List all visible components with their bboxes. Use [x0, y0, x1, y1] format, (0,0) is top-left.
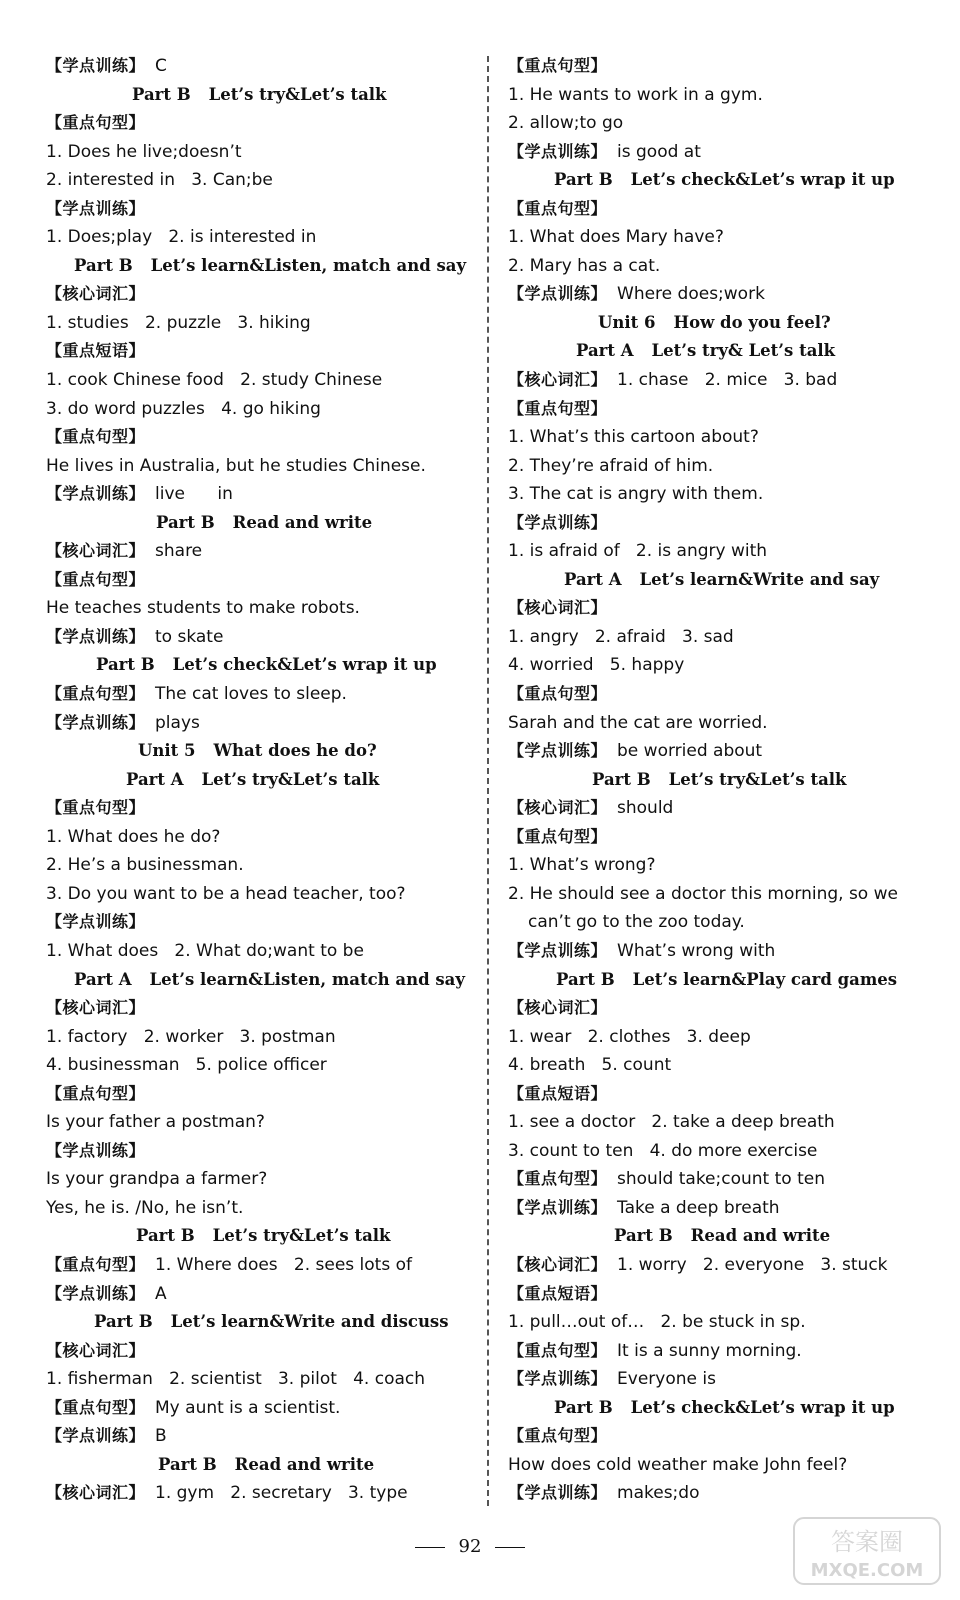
- answer-line: [508, 651, 918, 680]
- section-label: 【重点短语】: [46, 341, 146, 361]
- labeled-answer-line: [46, 423, 466, 452]
- answer-line: [46, 1194, 466, 1223]
- section-title: Let’s learn&Play card games: [632, 969, 898, 989]
- answer-text: 2. Mary has a cat.: [508, 255, 661, 276]
- section-heading: [508, 337, 918, 366]
- answer-text: 2. He should see a doctor this morning, so we: [508, 883, 898, 904]
- answer-text: Sarah and the cat are worried.: [508, 712, 768, 733]
- section-label: 【重点短语】: [508, 1283, 608, 1303]
- answer-line: [46, 366, 466, 395]
- labeled-answer-line: [46, 709, 466, 738]
- section-heading: [46, 252, 466, 281]
- labeled-answer-line: [508, 1280, 918, 1309]
- section-heading: [508, 309, 918, 338]
- answer-text: 1. What does 2. What do;want to be: [46, 940, 364, 961]
- answer-line: [46, 138, 466, 167]
- section-part: Part B: [556, 969, 615, 989]
- section-part: Part B: [614, 1226, 673, 1246]
- answer-text: Yes, he is. /No, he isn’t.: [46, 1197, 244, 1218]
- section-heading: [46, 1308, 466, 1337]
- answer-text: live in: [155, 484, 233, 505]
- answer-line: [46, 1108, 466, 1137]
- answer-line: [508, 1308, 918, 1337]
- labeled-answer-line: [508, 280, 918, 309]
- answer-text: 1. What’s wrong?: [508, 855, 656, 876]
- section-label: 【学点训练】: [508, 741, 608, 761]
- section-part: Part A: [74, 969, 132, 989]
- section-label: 【学点训练】: [46, 56, 146, 75]
- labeled-answer-line: [508, 1251, 918, 1280]
- section-label: 【学点训练】: [46, 1283, 146, 1303]
- answer-text: 1. worry 2. everyone 3. stuck: [617, 1254, 888, 1275]
- section-title: Let’s try&Let’s talk: [668, 769, 847, 789]
- answer-text: 1. studies 2. puzzle 3. hiking: [46, 312, 311, 333]
- answer-text: 1. angry 2. afraid 3. sad: [508, 626, 734, 647]
- section-part: Unit 5: [138, 741, 196, 761]
- answer-text: A: [155, 1283, 167, 1304]
- answer-line: [46, 594, 466, 623]
- answer-text: 4. businessman 5. police officer: [46, 1055, 327, 1076]
- labeled-answer-line: [508, 737, 918, 766]
- section-title: Let’s check&Let’s wrap it up: [630, 1397, 895, 1417]
- labeled-answer-line: [508, 1165, 918, 1194]
- labeled-answer-line: [46, 1337, 466, 1366]
- section-label: 【学点训练】: [508, 1483, 608, 1503]
- answer-text: C: [155, 56, 167, 76]
- section-label: 【核心词汇】: [508, 1254, 608, 1274]
- answer-text: 1. Where does 2. sees lots of: [155, 1254, 412, 1275]
- answer-line: [508, 1108, 918, 1137]
- section-label: 【学点训练】: [508, 1197, 608, 1217]
- answer-text: 3. Do you want to be a head teacher, too?: [46, 883, 406, 904]
- section-heading: [508, 166, 918, 195]
- labeled-answer-line: [46, 794, 466, 823]
- answer-text: 1. cook Chinese food 2. study Chinese: [46, 370, 383, 391]
- answer-text: 1. gym 2. secretary 3. type: [155, 1483, 408, 1504]
- answer-text: 1. What does Mary have?: [508, 227, 724, 248]
- labeled-answer-line: [508, 1337, 918, 1366]
- labeled-answer-line: [508, 138, 918, 167]
- answer-text: 1. He wants to work in a gym.: [508, 84, 763, 105]
- answer-line: [508, 1451, 918, 1480]
- answer-line: [46, 166, 466, 195]
- watermark-line1: 答案圈: [831, 1528, 903, 1556]
- answer-line: [508, 1023, 918, 1052]
- answer-text: should: [617, 798, 674, 819]
- answer-text: Is your grandpa a farmer?: [46, 1169, 268, 1190]
- section-label: 【核心词汇】: [508, 598, 608, 618]
- section-part: Unit 6: [598, 312, 656, 332]
- labeled-answer-line: [508, 52, 918, 81]
- answer-line: [508, 1051, 918, 1080]
- answer-line: [508, 851, 918, 880]
- labeled-answer-line: [46, 537, 466, 566]
- answer-line: [46, 851, 466, 880]
- answer-line: [46, 223, 466, 252]
- section-title: Let’s learn&Write and discuss: [170, 1312, 449, 1332]
- section-label: 【学点训练】: [46, 484, 146, 504]
- column-divider: [487, 56, 489, 1506]
- section-label: 【重点句型】: [508, 56, 608, 75]
- labeled-answer-line: [508, 1365, 918, 1394]
- section-label: 【重点句型】: [508, 1426, 608, 1446]
- labeled-answer-line: [508, 366, 918, 395]
- answer-line: [508, 480, 918, 509]
- watermark-line2: MXQE.COM: [810, 1560, 924, 1581]
- section-title: How do you feel?: [673, 312, 831, 332]
- labeled-answer-line: [508, 680, 918, 709]
- section-part: Part B: [156, 512, 215, 532]
- section-heading: [508, 966, 918, 995]
- labeled-answer-line: [46, 1137, 466, 1166]
- answer-text: 1. What does he do?: [46, 826, 221, 847]
- labeled-answer-line: [508, 794, 918, 823]
- answer-line: [508, 709, 918, 738]
- answer-line: [508, 81, 918, 110]
- section-title: Let’s learn&Listen, match and say: [149, 969, 465, 989]
- answer-text: Everyone is: [617, 1369, 716, 1390]
- labeled-answer-line: [508, 937, 918, 966]
- section-label: 【重点句型】: [46, 569, 146, 589]
- section-label: 【学点训练】: [46, 912, 146, 932]
- answer-line: [508, 537, 918, 566]
- answer-text: should take;count to ten: [617, 1169, 825, 1190]
- section-title: Let’s check&Let’s wrap it up: [172, 655, 437, 675]
- section-title: Let’s check&Let’s wrap it up: [630, 170, 895, 190]
- answer-text: 1. fisherman 2. scientist 3. pilot 4. coach: [46, 1369, 426, 1390]
- answer-text: What’s wrong with: [617, 940, 776, 961]
- answer-text: 1. Does;play 2. is interested in: [46, 227, 317, 248]
- section-title: Let’s learn&Write and say: [639, 569, 880, 589]
- answer-line: [46, 395, 466, 424]
- section-heading: [508, 766, 918, 795]
- section-heading: [46, 81, 466, 110]
- section-heading: [46, 966, 466, 995]
- answer-line: [46, 937, 466, 966]
- answer-line: [46, 1023, 466, 1052]
- answer-text: He lives in Australia, but he studies Chinese.: [46, 455, 426, 476]
- answer-text: 4. worried 5. happy: [508, 655, 685, 676]
- answer-text: 1. chase 2. mice 3. bad: [617, 370, 838, 391]
- section-title: Read and write: [234, 1454, 375, 1474]
- section-label: 【学点训练】: [508, 512, 608, 532]
- section-heading: [508, 1222, 918, 1251]
- section-label: 【学点训练】: [46, 712, 146, 732]
- section-heading: [46, 509, 466, 538]
- answer-line: [508, 880, 918, 909]
- answer-text: be worried about: [617, 741, 763, 762]
- section-part: Part B: [554, 1397, 613, 1417]
- answer-text: 2. interested in 3. Can;be: [46, 170, 273, 191]
- section-label: 【重点句型】: [46, 427, 146, 447]
- answer-line: [508, 908, 918, 937]
- section-part: Part B: [136, 1226, 195, 1246]
- answer-text: 3. do word puzzles 4. go hiking: [46, 398, 321, 419]
- right-column: [508, 52, 918, 1508]
- section-label: 【学点训练】: [46, 1426, 146, 1446]
- section-label: 【重点句型】: [508, 1169, 608, 1189]
- answer-line: [508, 109, 918, 138]
- section-part: Part B: [158, 1454, 217, 1474]
- answer-text: It is a sunny morning.: [617, 1340, 802, 1361]
- labeled-answer-line: [46, 195, 466, 224]
- labeled-answer-line: [46, 623, 466, 652]
- section-title: Let’s try& Let’s talk: [651, 341, 836, 361]
- labeled-answer-line: [46, 109, 466, 138]
- labeled-answer-line: [46, 1251, 466, 1280]
- answer-line: [46, 452, 466, 481]
- section-label: 【重点句型】: [508, 826, 608, 846]
- section-title: Let’s learn&Listen, match and say: [150, 255, 467, 275]
- labeled-answer-line: [508, 1080, 918, 1109]
- section-label: 【重点句型】: [46, 1083, 146, 1103]
- section-heading: [508, 1394, 918, 1423]
- section-label: 【重点句型】: [46, 1397, 146, 1417]
- section-label: 【核心词汇】: [46, 1483, 146, 1503]
- answer-text: is good at: [617, 141, 701, 162]
- labeled-answer-line: [46, 480, 466, 509]
- labeled-answer-line: [46, 1394, 466, 1423]
- answer-text: 1. What’s this cartoon about?: [508, 427, 759, 448]
- answer-text: 1. see a doctor 2. take a deep breath: [508, 1112, 835, 1133]
- section-label: 【重点句型】: [46, 1254, 146, 1274]
- labeled-answer-line: [46, 994, 466, 1023]
- answer-text: 4. breath 5. count: [508, 1055, 672, 1076]
- left-column: [46, 52, 466, 1508]
- section-part: Part B: [96, 655, 155, 675]
- section-label: 【重点句型】: [508, 398, 608, 418]
- section-title: Let’s try&Let’s talk: [208, 84, 387, 104]
- answer-text: B: [155, 1426, 167, 1447]
- answer-text: 1. is afraid of 2. is angry with: [508, 541, 768, 562]
- answer-text: The cat loves to sleep.: [155, 684, 347, 705]
- answer-text: 3. The cat is angry with them.: [508, 484, 764, 505]
- section-part: Part A: [564, 569, 622, 589]
- labeled-answer-line: [508, 1422, 918, 1451]
- section-label: 【核心词汇】: [508, 370, 608, 390]
- section-label: 【重点句型】: [46, 113, 146, 133]
- answer-text: Take a deep breath: [617, 1197, 780, 1218]
- labeled-answer-line: [46, 1422, 466, 1451]
- section-title: Read and write: [690, 1226, 831, 1246]
- section-heading: [46, 737, 466, 766]
- section-label: 【学点训练】: [46, 198, 146, 218]
- answer-line: [46, 1165, 466, 1194]
- answer-line: [46, 309, 466, 338]
- section-heading: [46, 1222, 466, 1251]
- section-heading: [46, 1451, 466, 1480]
- section-label: 【核心词汇】: [46, 284, 146, 304]
- section-label: 【学点训练】: [508, 1369, 608, 1389]
- answer-text: 3. count to ten 4. do more exercise: [508, 1140, 818, 1161]
- section-label: 【学点训练】: [508, 284, 608, 304]
- answer-line: [508, 423, 918, 452]
- answer-text: 2. He’s a businessman.: [46, 855, 244, 876]
- labeled-answer-line: [46, 1479, 466, 1508]
- section-heading: [46, 766, 466, 795]
- answer-text: 2. allow;to go: [508, 113, 624, 134]
- section-label: 【重点句型】: [508, 684, 608, 704]
- section-label: 【重点句型】: [508, 1340, 608, 1360]
- answer-line: [508, 223, 918, 252]
- answer-text: can’t go to the zoo today.: [528, 912, 745, 933]
- labeled-answer-line: [46, 908, 466, 937]
- section-heading: [508, 566, 918, 595]
- answer-line: [46, 1365, 466, 1394]
- labeled-answer-line: [508, 195, 918, 224]
- answer-text: share: [155, 541, 203, 562]
- answer-text: My aunt is a scientist.: [155, 1397, 341, 1418]
- section-part: Part A: [576, 341, 634, 361]
- section-title: Read and write: [232, 512, 373, 532]
- labeled-answer-line: [46, 680, 466, 709]
- answer-text: 1. Does he live;doesn’t: [46, 141, 242, 162]
- answer-line: [46, 880, 466, 909]
- page-number: 92: [458, 1536, 482, 1557]
- answer-line: [508, 252, 918, 281]
- labeled-answer-line: [46, 280, 466, 309]
- section-title: Let’s try&Let’s talk: [201, 769, 380, 789]
- section-label: 【核心词汇】: [508, 798, 608, 818]
- labeled-answer-line: [508, 1479, 918, 1508]
- answer-text: makes;do: [617, 1483, 700, 1504]
- section-label: 【学点训练】: [46, 1140, 146, 1160]
- labeled-answer-line: [508, 594, 918, 623]
- labeled-answer-line: [46, 52, 466, 81]
- section-label: 【重点句型】: [46, 798, 146, 818]
- section-label: 【重点句型】: [508, 198, 608, 218]
- section-label: 【学点训练】: [508, 940, 608, 960]
- section-label: 【学点训练】: [46, 626, 146, 646]
- section-label: 【核心词汇】: [46, 998, 146, 1018]
- section-label: 【核心词汇】: [46, 1340, 146, 1360]
- section-part: Part B: [554, 170, 613, 190]
- section-part: Part B: [592, 769, 651, 789]
- labeled-answer-line: [508, 823, 918, 852]
- answer-text: 2. They’re afraid of him.: [508, 455, 714, 476]
- section-label: 【学点训练】: [508, 141, 608, 161]
- section-label: 【核心词汇】: [46, 541, 146, 561]
- labeled-answer-line: [508, 994, 918, 1023]
- answer-line: [508, 1137, 918, 1166]
- section-label: 【核心词汇】: [508, 998, 608, 1018]
- answer-line: [46, 1051, 466, 1080]
- answer-text: Where does;work: [617, 284, 765, 305]
- section-part: Part B: [74, 255, 133, 275]
- answer-text: 1. factory 2. worker 3. postman: [46, 1026, 336, 1047]
- watermark-logo: [792, 1516, 942, 1586]
- section-part: Part B: [94, 1312, 153, 1332]
- answer-text: plays: [155, 712, 200, 733]
- answer-line: [46, 823, 466, 852]
- labeled-answer-line: [46, 1080, 466, 1109]
- answer-text: 1. pull…out of… 2. be stuck in sp.: [508, 1312, 806, 1333]
- answer-text: 1. wear 2. clothes 3. deep: [508, 1026, 751, 1047]
- answer-line: [508, 623, 918, 652]
- section-heading: [46, 651, 466, 680]
- labeled-answer-line: [508, 1194, 918, 1223]
- labeled-answer-line: [46, 1280, 466, 1309]
- labeled-answer-line: [46, 337, 466, 366]
- answer-text: to skate: [155, 626, 224, 647]
- section-label: 【重点短语】: [508, 1083, 608, 1103]
- answer-text: He teaches students to make robots.: [46, 598, 360, 619]
- section-title: What does he do?: [213, 741, 377, 761]
- answer-line: [508, 452, 918, 481]
- labeled-answer-line: [508, 395, 918, 424]
- section-title: Let’s try&Let’s talk: [212, 1226, 391, 1246]
- answer-text: How does cold weather make John feel?: [508, 1454, 848, 1475]
- answer-text: Is your father a postman?: [46, 1112, 265, 1133]
- section-label: 【重点句型】: [46, 684, 146, 704]
- labeled-answer-line: [508, 509, 918, 538]
- labeled-answer-line: [46, 566, 466, 595]
- section-part: Part B: [132, 84, 191, 104]
- section-part: Part A: [126, 769, 184, 789]
